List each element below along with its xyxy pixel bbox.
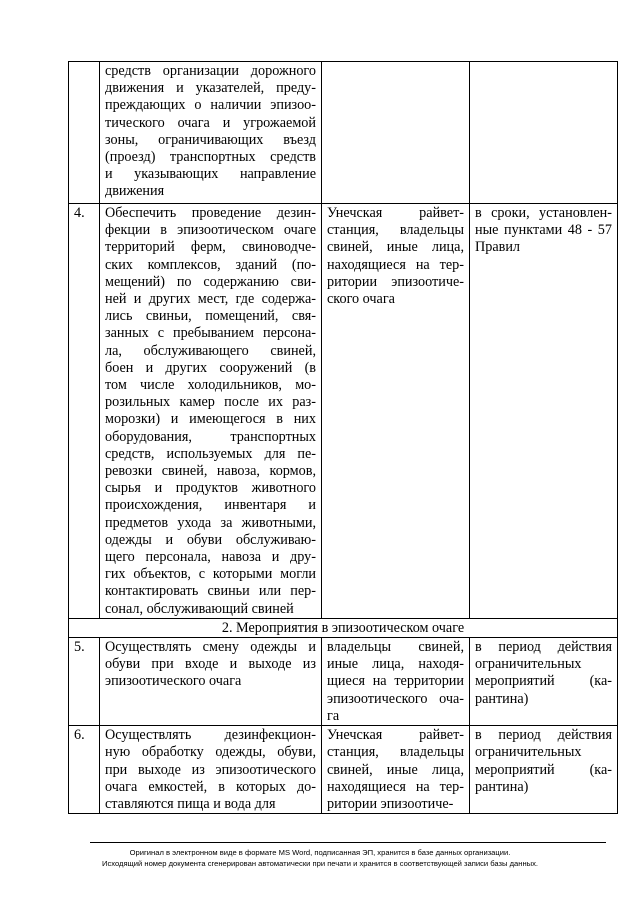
term-text <box>470 726 618 814</box>
text-line: предметов ухода за животными, <box>105 514 316 531</box>
measure-text <box>100 62 322 204</box>
text-line: одежды и обуви обслуживаю- <box>105 531 316 548</box>
text-line: Унечская райвет- <box>327 205 464 221</box>
text-line: зоны, ограничивающих въезд <box>105 131 316 148</box>
text-line: движения и указателей, преду- <box>105 80 316 97</box>
text-line: оборудования, транспортных <box>105 428 316 445</box>
text-line: находящиеся на тер- <box>327 256 464 273</box>
row-number: 5. <box>69 638 100 726</box>
text-line: Правил <box>475 239 521 256</box>
term-text <box>470 638 618 726</box>
footer-divider <box>90 842 606 843</box>
text-line: ограничительных <box>475 744 582 761</box>
text-line: станция, владельцы <box>327 744 464 761</box>
text-line: ставляются пища и вода для <box>105 795 276 812</box>
text-line: очага емкостей, в которых до- <box>105 778 316 795</box>
row-number: 6. <box>69 726 100 814</box>
text-line: фекции в эпизоотическом очаге <box>105 222 316 239</box>
text-line: движения <box>105 183 165 200</box>
text-line: сонал, обслуживающий свиней <box>105 600 294 617</box>
text-line: находящиеся на тер- <box>327 778 464 795</box>
text-line: морозки) и имеющегося в них <box>105 411 316 428</box>
text-line: рантина) <box>475 690 529 707</box>
text-line: владельцы свиней, <box>327 639 464 656</box>
text-line: при выходе из эпизоотического <box>105 761 316 778</box>
measure-text <box>100 204 322 619</box>
text-line: ского очага <box>327 291 395 308</box>
text-line: розильных камер после их раз- <box>105 394 316 411</box>
responsible-text <box>322 726 470 814</box>
row-number: 4. <box>69 204 100 619</box>
text-line: ней и других мест, где содержа- <box>105 291 316 308</box>
measure-text <box>100 726 322 814</box>
text-line: тического очага и угрожаемой <box>105 114 316 131</box>
text-line: ную обработку одежды, обуви, <box>105 744 316 761</box>
text-line: мероприятий (ка- <box>475 673 612 690</box>
text-line: свиней, иные лица, <box>327 239 464 256</box>
text-line: занных с пребыванием персона- <box>105 325 316 342</box>
text-line: средств организации дорожного <box>105 63 316 79</box>
text-line: и указывающих направление <box>105 166 316 183</box>
text-line: га <box>327 707 340 724</box>
text-line: преждающих о наличии эпизоо- <box>105 97 316 114</box>
responsible-text <box>322 62 470 204</box>
text-line: (проезд) транспортных средств <box>105 149 316 166</box>
text-line: ревозки свиней, навоза, кормов, <box>105 463 316 480</box>
text-line: ритории эпизоотиче- <box>327 795 454 812</box>
text-line: ные пунктами 48 - 57 <box>475 222 612 239</box>
text-line: свиней, иные лица, <box>327 761 464 778</box>
section-header-row <box>69 618 618 637</box>
text-line: ла, обслуживающего свиней, <box>105 342 316 359</box>
footer-line-number: Исходящий номер документа сгенерирован автоматически при печати и хранится в соответствующей записи базы данных. <box>101 859 538 868</box>
text-line: ских комплексов, зданий (по- <box>105 256 316 273</box>
footer-line-original: Оригинал в электронном виде в формате MS Word, подписанная ЭП, хранится в базе данных организации. <box>129 848 511 857</box>
table-row <box>69 638 618 726</box>
text-line: Обеспечить проведение дезин- <box>105 205 316 221</box>
text-line: средств, используемых для пе- <box>105 445 316 462</box>
text-line: станция, владельцы <box>327 222 464 239</box>
text-line: территорий ферм, свиноводче- <box>105 239 316 256</box>
text-line: щиеся на территории <box>327 673 464 690</box>
text-line: Осуществлять смену одежды и <box>105 639 316 656</box>
responsible-text <box>322 204 470 619</box>
measures-table-body <box>69 62 618 814</box>
term-text <box>470 204 618 619</box>
row-number <box>69 62 100 204</box>
text-line: происхождения, инвентаря и <box>105 497 316 514</box>
text-line: обуви при входе и выходе из <box>105 656 316 673</box>
measure-text <box>100 638 322 726</box>
document-footer <box>0 847 640 869</box>
text-line: Осуществлять дезинфекцион- <box>105 727 316 744</box>
text-line: мероприятий (ка- <box>475 761 612 778</box>
text-line: Унечская райвет- <box>327 727 464 744</box>
text-line: гих объектов, с которыми могли <box>105 566 316 583</box>
text-line: том числе холодильников, мо- <box>105 377 316 394</box>
text-line: иные лица, находя- <box>327 656 464 673</box>
text-line: щего персонала, навоза и дру- <box>105 549 316 566</box>
table-row <box>69 62 618 204</box>
text-line: боен и других сооружений (в <box>105 359 316 376</box>
text-line: контактировать свиньи или пер- <box>105 583 316 600</box>
table-row <box>69 204 618 619</box>
text-line: сырья и продуктов животного <box>105 480 316 497</box>
text-line: в период действия <box>475 639 612 656</box>
text-line: рантина) <box>475 778 529 795</box>
text-line: эпизоотического оча- <box>327 690 464 707</box>
table-row <box>69 726 618 814</box>
responsible-text <box>322 638 470 726</box>
term-text <box>470 62 618 204</box>
text-line: в сроки, установлен- <box>475 205 612 221</box>
measures-table <box>68 61 618 814</box>
text-line: в период действия <box>475 727 612 744</box>
text-line: ритории эпизоотиче- <box>327 273 464 290</box>
text-line: ограничительных <box>475 656 582 673</box>
text-line: лись свиньи, помещений, свя- <box>105 308 316 325</box>
text-line: мещений) по содержанию сви- <box>105 273 316 290</box>
section-title: 2. Мероприятия в эпизоотическом очаге <box>69 618 618 637</box>
text-line: эпизоотического очага <box>105 673 242 690</box>
